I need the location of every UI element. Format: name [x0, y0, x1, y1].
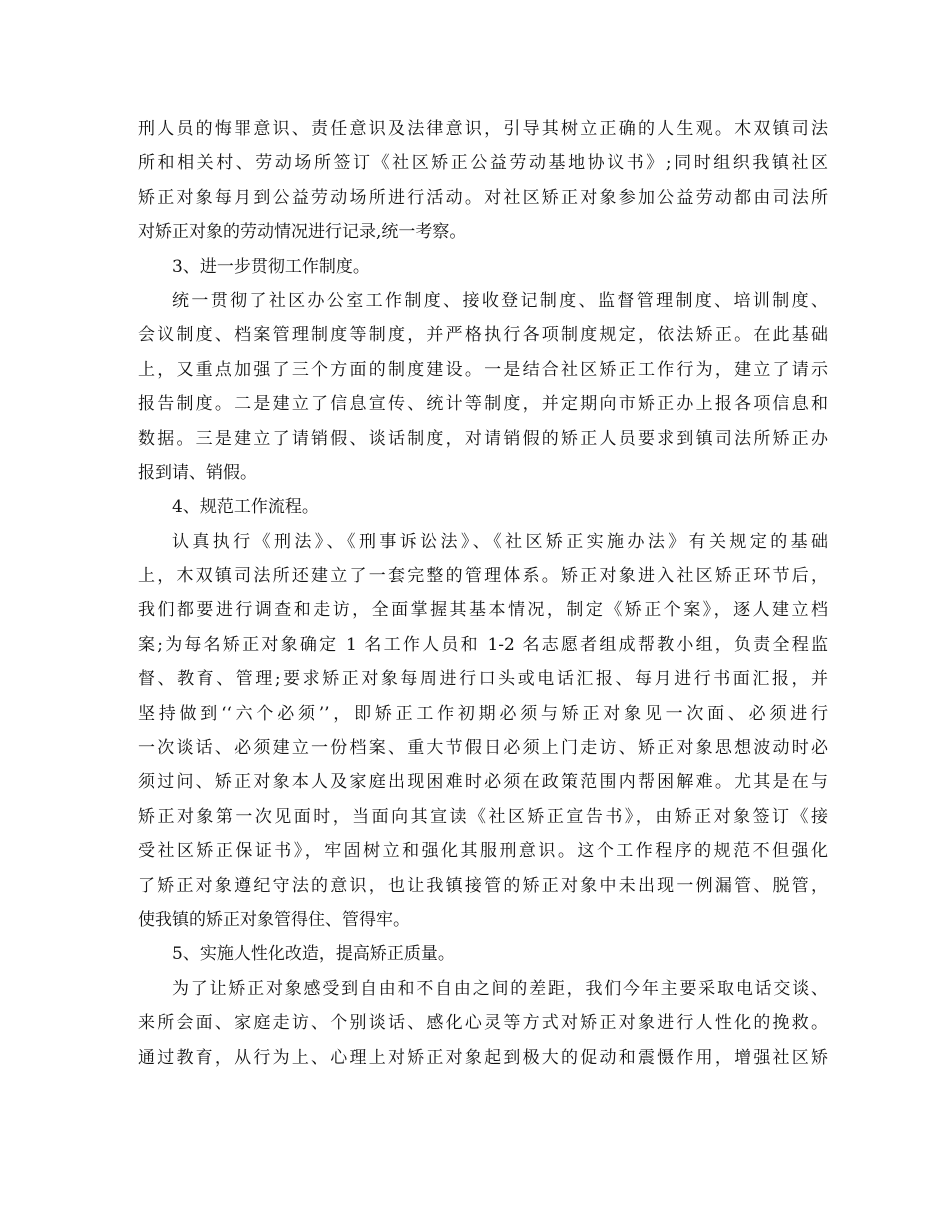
- text-line: 上，木双镇司法所还建立了一套完整的管理体系。矫正对象进入社区矫正环节后，: [138, 566, 828, 587]
- text-line: 我们都要进行调查和走访，全面掌握其基本情况，制定《矫正个案》，逐人建立档: [138, 600, 828, 621]
- text-line: 3、进一步贯彻工作制度。: [172, 256, 370, 277]
- text-line: 4、规范工作流程。: [172, 497, 319, 518]
- text-line: 矫正对象第一次见面时，当面向其宣读《社区矫正宣告书》，由矫正对象签订《接: [138, 806, 828, 827]
- text-line: 对矫正对象的劳动情况进行记录,统一考察。: [138, 222, 467, 243]
- document-body: [138, 112, 828, 1075]
- text-line: 了矫正对象遵纪守法的意识，也让我镇接管的矫正对象中未出现一例漏管、脱管，: [138, 875, 828, 896]
- text-line: 坚持做到‘‘六个必须’’，即矫正工作初期必须与矫正对象见一次面、必须进行: [138, 703, 828, 724]
- text-line: 报到请、销假。: [138, 462, 257, 483]
- text-line: 通过教育，从行为上、心理上对矫正对象起到极大的促动和震慑作用，增强社区矫: [138, 1047, 828, 1068]
- text-line: 来所会面、家庭走访、个别谈话、感化心灵等方式对矫正对象进行人性化的挽救。: [138, 1013, 828, 1034]
- text-line: 督、教育、管理;要求矫正对象每周进行口头或电话汇报、每月进行书面汇报，并: [138, 669, 828, 690]
- text-line: 所和相关村、劳动场所签订《社区矫正公益劳动基地协议书》;同时组织我镇社区: [138, 153, 828, 174]
- text-line: 上，又重点加强了三个方面的制度建设。一是结合社区矫正工作行为，建立了请示: [138, 359, 828, 380]
- text-line: 一次谈话、必须建立一份档案、重大节假日必须上门走访、矫正对象思想波动时必: [138, 738, 828, 759]
- text-line: 数据。三是建立了请销假、谈话制度，对请销假的矫正人员要求到镇司法所矫正办: [138, 428, 828, 449]
- text-line: 统一贯彻了社区办公室工作制度、接收登记制度、监督管理制度、培训制度、: [172, 290, 828, 311]
- text-line: 刑人员的悔罪意识、责任意识及法律意识，引导其树立正确的人生观。木双镇司法: [138, 119, 828, 139]
- text-line: 认真执行《刑法》、《刑事诉讼法》、《社区矫正实施办法》有关规定的基础: [172, 531, 828, 552]
- text-line: 案;为每名矫正对象确定 1 名工作人员和 1-2 名志愿者组成帮教小组，负责全程监: [138, 634, 828, 655]
- text-line: 须过问、矫正对象本人及家庭出现困难时必须在政策范围内帮困解难。尤其是在与: [138, 772, 828, 793]
- text-line: 为了让矫正对象感受到自由和不自由之间的差距，我们今年主要采取电话交谈、: [172, 978, 828, 999]
- text-line: 受社区矫正保证书》，牢固树立和强化其服刑意识。这个工作程序的规范不但强化: [138, 841, 828, 862]
- text-line: 使我镇的矫正对象管得住、管得牢。: [138, 909, 410, 930]
- text-line: 报告制度。二是建立了信息宣传、统计等制度，并定期向市矫正办上报各项信息和: [138, 394, 828, 415]
- text-line: 会议制度、档案管理制度等制度，并严格执行各项制度规定，依法矫正。在此基础: [138, 325, 828, 346]
- text-line: 5、实施人性化改造，提高矫正质量。: [172, 944, 455, 965]
- text-line: 矫正对象每月到公益劳动场所进行活动。对社区矫正对象参加公益劳动都由司法所: [138, 187, 828, 208]
